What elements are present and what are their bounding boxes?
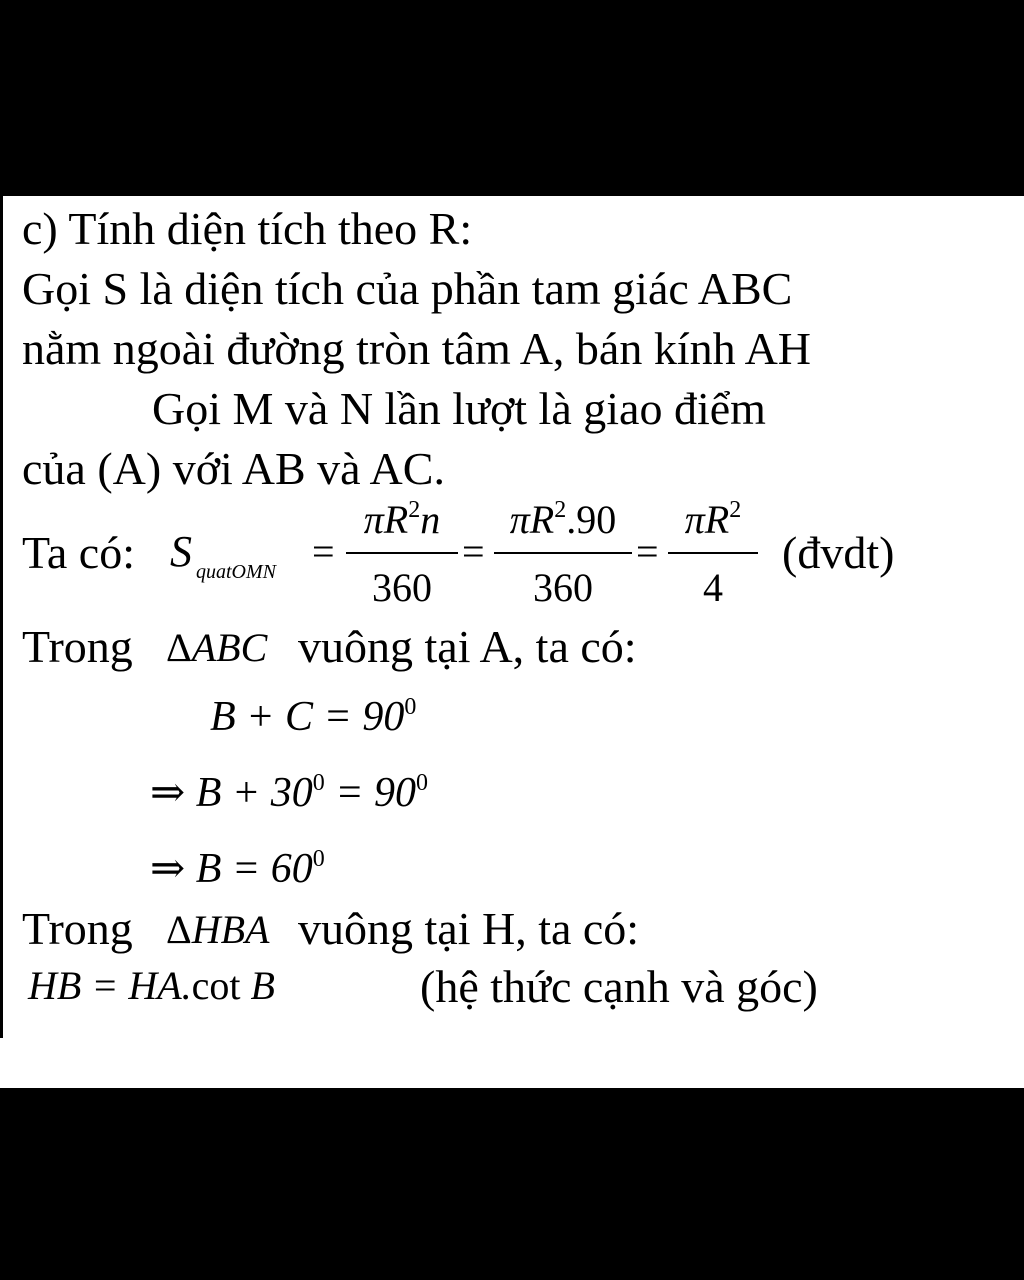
text-line-2: Gọi S là diện tích của phần tam giác ABC (22, 263, 793, 314)
vuong-tai-h-text: vuông tại H, ta có: (298, 903, 640, 954)
text-line-5: của (A) với AB và AC. (22, 443, 445, 494)
fraction-1-denominator: 360 (372, 565, 432, 610)
equation-2: ⇒ $B + 30^0 = 90^0$ (150, 770, 429, 816)
fraction-1 (346, 496, 458, 612)
vuong-tai-a-text: vuông tại A, ta có: (298, 621, 637, 672)
fraction-3-bar (668, 552, 758, 554)
fraction-1-bar (346, 552, 458, 554)
left-border (0, 196, 3, 1038)
implies-icon: ⇒ (150, 770, 186, 816)
fraction-3 (668, 496, 758, 612)
implies-icon: ⇒ (150, 846, 186, 892)
fraction-2-bar (494, 552, 632, 554)
equals-3: = (636, 529, 659, 574)
triangle-hba: ΔHBA (166, 907, 270, 952)
fraction-2-numerator: $\pi R^2.90$ (509, 497, 617, 542)
section-heading: c) Tính diện tích theo R: (22, 203, 473, 254)
equals-2: = (462, 529, 485, 574)
text-line-4: Gọi M và N lần lượt là giao điểm (152, 383, 766, 434)
equals-1: = (312, 529, 335, 574)
fraction-2-denominator: 360 (533, 565, 593, 610)
equation-3: ⇒ $B = 60^0$ (150, 846, 325, 892)
document-page (0, 196, 1024, 1088)
fraction-2 (494, 496, 632, 612)
ta-co-label: Ta có: (22, 527, 136, 578)
text-line-3: nằm ngoài đường tròn tâm A, bán kính AH (22, 323, 812, 374)
formula-s: S (170, 527, 192, 576)
formula-subscript: quatOMN (196, 561, 276, 583)
fraction-3-numerator: $\pi R^2$ (684, 497, 742, 542)
unit-dvdt: (đvdt) (782, 527, 895, 578)
equation-1: $B + C = 90^0$ (210, 694, 417, 740)
he-thuc-note: (hệ thức cạnh và góc) (420, 961, 818, 1012)
fraction-3-denominator: 4 (703, 565, 723, 610)
equation-4: HB = HA.cot B (28, 963, 275, 1008)
trong-label-1: Trong (22, 621, 133, 672)
fraction-1-numerator: $\pi R^2n$ (363, 497, 441, 542)
triangle-abc: ΔABC (166, 625, 268, 670)
trong-label-2: Trong (22, 903, 133, 954)
